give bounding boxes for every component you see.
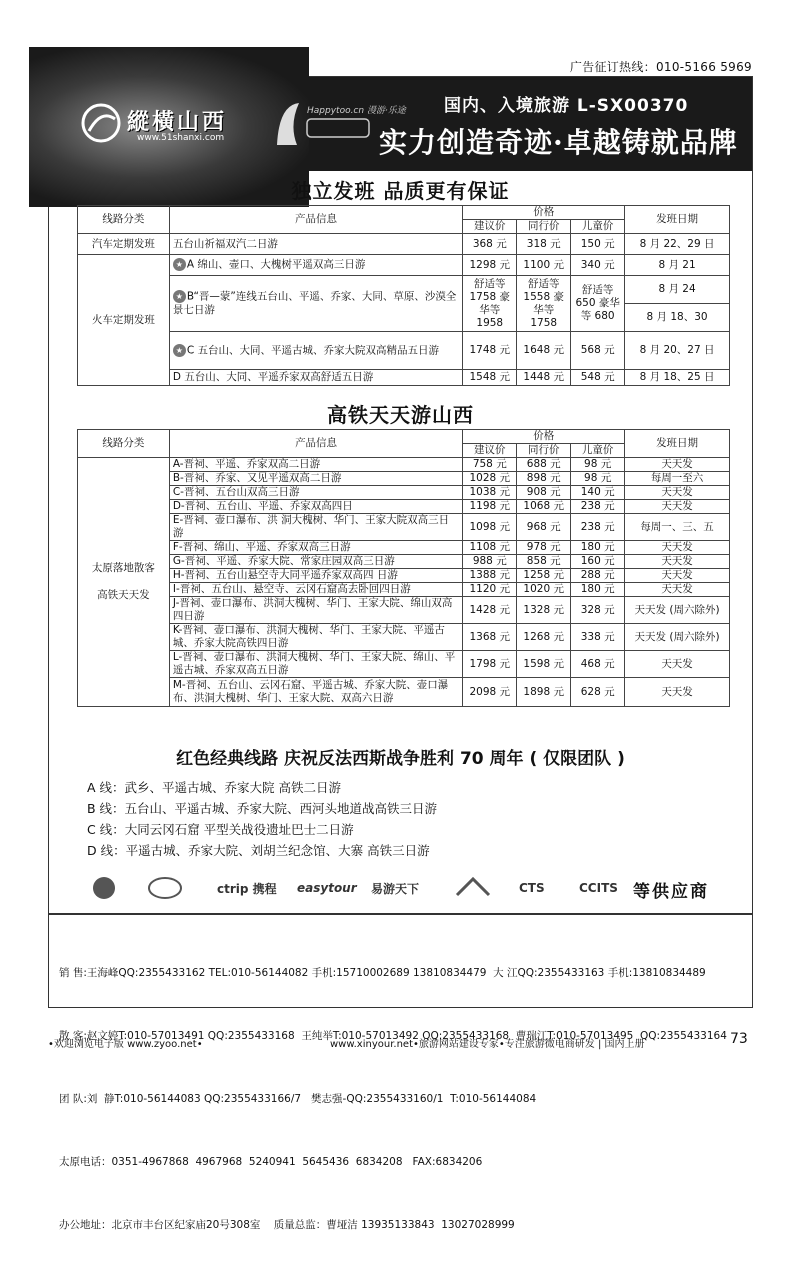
ad-hotline: 广告征订热线：010-5166 5969 [569, 60, 752, 74]
product-cell: J-晋祠、壶口瀑布、洪洞大槐树、华门、王家大院、绵山双高四日游 [169, 597, 462, 624]
page-number: 73 [730, 1031, 748, 1047]
table-row [78, 472, 730, 486]
category-cell: 火车定期发班 [78, 255, 170, 386]
peer-cell: 1598 元 [517, 651, 571, 678]
list-item: D 线：平遥古城、乔家大院、刘胡兰纪念馆、大寨 高铁三日游 [87, 843, 430, 858]
contact-line: 办公地址：北京市丰台区纪家庙20号308室 质量总监：曹垭洁 13935133843 13027028999 [59, 1219, 515, 1231]
date-cell: 天天发 [625, 486, 730, 500]
product-cell: I-晋祠、五台山、悬空寺、云冈石窟高去卧回四日游 [169, 583, 462, 597]
date-cell: 天天发 [625, 555, 730, 569]
footer-left: •欢迎浏览电子版 www.zyoo.net• [48, 1039, 203, 1050]
table-row: 8 月 18、30 [78, 304, 730, 332]
partner-logo-1-icon [89, 875, 119, 901]
brand-name: 縱橫山西 [127, 109, 228, 135]
contact-line: 销 售:王海峰QQ:2355433162 TEL:010-56144082 手机:15710002689 13810834479 大 江QQ:2355433163 手机:13810834489 [59, 967, 706, 979]
category-label: 高铁天天发 [97, 589, 150, 601]
col-child: 儿童价 [571, 220, 625, 234]
high-speed-rail-table: 线路分类 产品信息 价格 发班日期 建议价 同行价 儿童价 太原落地散客 高铁天天发 A-晋祠、平遥、乔家双高二日游 758 元 688 元 98 元 天天发 B-晋祠、乔家、又见平遥双高二日游 1028 元 898 元 98 元 每周一至六 C-晋祠、五台山双高三日游 1038 元 908 元 140 元 天天发 D-晋祠、五台山、平遥、乔家双高四日 1198 元 1068 元 238 元 天天发 E-晋祠、壶口瀑布、洪 洞大槐树、华门、王家大院双高三日游 1098 元 968 元 238 元 每周一、三、五 F-晋祠、绵山、平遥、乔家双高三日游 1108 元 978 元 180 元 天天发 G-晋祠、平遥、乔家大院、常家庄园双高三日游 988 元 858 元 160 元 天天发 H-晋祠、五台山悬空寺大同平遥乔家双高四 日游 1388 元 1258 元 288 元 天天发 I-晋祠、五台山、悬空寺、云冈石窟高去卧回四日游 1120 元 1020 元 180 元 天天发 J-晋祠、壶口瀑布、洪洞大槐树、华门、王家大院、绵山双高四日游 1428 元 1328 元 328 元 天天发 (周六除外) K-晋祠、壶口瀑布、洪洞大槐树、华门、王家大院、平遥古城、乔家大院高铁四日游 1368 元 1268 元 338 元 天天发 (周六除外) L-晋祠、壶口瀑布、洪洞大槐树、华门、王家大院、绵山、平遥古城、乔家双高五日游 1798 元 1598 元 468 元 天天发 M-晋祠、五台山、云冈石窟、平遥古城、乔家大院、壶口瀑布、洪洞大槐树、华门、王家大院、双高六日游 2098 元 1898 元 628 元 天天发 [77, 429, 730, 707]
product-cell: D-晋祠、五台山、平遥、乔家双高四日 [169, 500, 462, 514]
badge-icon: ★ [173, 290, 186, 303]
retail-cell: 1368 元 [463, 624, 517, 651]
red-route-title: 红色经典线路 庆祝反法西斯战争胜利 70 周年 ( 仅限团队 ) [176, 749, 625, 769]
date-cell: 天天发 [625, 541, 730, 555]
partner-logo-easytour: easytour [297, 881, 357, 895]
peer-cell: 1268 元 [517, 624, 571, 651]
date-cell: 天天发 [625, 583, 730, 597]
badge-icon: ★ [173, 258, 186, 271]
child-cell: 180 元 [571, 583, 625, 597]
product-cell: 五台山祈福双汽二日游 [169, 234, 462, 255]
child-cell: 180 元 [571, 541, 625, 555]
table-row [78, 678, 730, 707]
partner-logo-yiyou: 易游天下 [371, 881, 420, 896]
retail-cell: 1388 元 [463, 569, 517, 583]
date-cell: 天天发 [625, 678, 730, 707]
product-cell: G-晋祠、平遥、乔家大院、常家庄园双高三日游 [169, 555, 462, 569]
table-row: ★ C 五台山、大同、平遥古城、乔家大院双高精品五日游 1748 元 1648 元 568 元 8 月 20、27 日 [78, 332, 730, 370]
category-label: 太原落地散客 [91, 562, 155, 574]
child-cell: 98 元 [571, 458, 625, 472]
child-cell: 160 元 [571, 555, 625, 569]
date-cell: 天天发 [625, 458, 730, 472]
peer-cell: 1068 元 [517, 500, 571, 514]
retail-cell: 988 元 [463, 555, 517, 569]
retail-cell: 1198 元 [463, 500, 517, 514]
list-item: C 线：大同云冈石窟 平型关战役遗址巴士二日游 [87, 822, 354, 837]
table-row: ★ B“晋—蒙”连线五台山、平遥、乔家、大同、草原、沙漠全景七日游 舒适等 1758 豪华等 1958 舒适等 1558 豪华等 1758 舒适等 650 豪华等 680 8 月 24 [78, 276, 730, 304]
child-cell: 338 元 [571, 624, 625, 651]
product-cell: L-晋祠、壶口瀑布、洪洞大槐树、华门、王家大院、绵山、平遥古城、乔家双高五日游 [169, 651, 462, 678]
product-cell: B-晋祠、乔家、又见平遥双高二日游 [169, 472, 462, 486]
partner-logo-text: Happytoo.cn 漫游·乐途 [307, 106, 406, 116]
peer-cell: 1258 元 [517, 569, 571, 583]
partner-logo-4-icon [453, 875, 493, 901]
partner-logo-cts: CTS [519, 881, 545, 895]
partner-logo-2-icon [147, 875, 183, 901]
peer-cell: 1020 元 [517, 583, 571, 597]
badge-icon: ★ [173, 344, 186, 357]
retail-cell: 1798 元 [463, 651, 517, 678]
child-cell: 140 元 [571, 486, 625, 500]
table-row [78, 500, 730, 514]
date-cell: 天天发 [625, 500, 730, 514]
child-cell: 288 元 [571, 569, 625, 583]
peer-cell: 968 元 [517, 514, 571, 541]
peer-cell: 908 元 [517, 486, 571, 500]
header-banner [49, 77, 752, 171]
product-cell: F-晋祠、绵山、平遥、乔家双高三日游 [169, 541, 462, 555]
product-cell: M-晋祠、五台山、云冈石窟、平遥古城、乔家大院、壶口瀑布、洪洞大槐树、华门、王家大院、双高六日游 [169, 678, 462, 707]
peer-cell: 978 元 [517, 541, 571, 555]
peer-cell: 898 元 [517, 472, 571, 486]
list-item: A 线：武乡、平遥古城、乔家大院 高铁二日游 [87, 780, 341, 795]
contact-line: 散 客:赵文婷T:010-57013491 QQ:2355433168 王纯举T:010-57013492 QQ:2355433168 曹瑞江T:010-57013495 QQ:2355433164 [59, 1030, 727, 1042]
peer-cell: 688 元 [517, 458, 571, 472]
retail-cell: 1038 元 [463, 486, 517, 500]
red-route-list [87, 777, 437, 861]
section2-title: 高铁天天游山西 [327, 403, 474, 427]
peer-cell: 1898 元 [517, 678, 571, 707]
retail-cell: 1108 元 [463, 541, 517, 555]
table-row [78, 555, 730, 569]
contact-line: 太原电话：0351-4967868 4967968 5240941 5645436 6834208 FAX:6834206 [59, 1156, 483, 1168]
product-cell: C-晋祠、五台山双高三日游 [169, 486, 462, 500]
contact-line: 团 队:刘 静T:010-56144083 QQ:2355433166/7 樊志强-QQ:2355433160/1 T:010-56144084 [59, 1093, 537, 1105]
slogan: 实力创造奇迹·卓越铸就品牌 [379, 126, 738, 159]
child-cell: 468 元 [571, 651, 625, 678]
table-row [78, 514, 730, 541]
category-cell [78, 458, 170, 707]
date-cell: 每周一至六 [625, 472, 730, 486]
retail-cell: 758 元 [463, 458, 517, 472]
table-row [78, 651, 730, 678]
date-cell: 天天发 [625, 651, 730, 678]
table-row: 汽车定期发班 五台山祈福双汽二日游 368 元 318 元 150 元 8 月 22、29 日 [78, 234, 730, 255]
col-peer: 同行价 [517, 220, 571, 234]
table-row [78, 583, 730, 597]
date-cell: 每周一、三、五 [625, 514, 730, 541]
child-cell: 98 元 [571, 472, 625, 486]
peer-cell: 1328 元 [517, 597, 571, 624]
child-cell: 238 元 [571, 514, 625, 541]
table-row [78, 624, 730, 651]
date-cell: 天天发 (周六除外) [625, 624, 730, 651]
col-product: 产品信息 [169, 206, 462, 234]
retail-cell: 1098 元 [463, 514, 517, 541]
product-cell: A-晋祠、平遥、乔家双高二日游 [169, 458, 462, 472]
retail-cell: 1428 元 [463, 597, 517, 624]
product-cell: H-晋祠、五台山悬空寺大同平遥乔家双高四 日游 [169, 569, 462, 583]
retail-cell: 1028 元 [463, 472, 517, 486]
product-cell: E-晋祠、壶口瀑布、洪 洞大槐树、华门、王家大院双高三日游 [169, 514, 462, 541]
brand-logo-icon [79, 101, 123, 145]
col-date: 发班日期 [625, 206, 730, 234]
license-number: 国内、入境旅游 L-SX00370 [444, 96, 689, 116]
date-cell: 天天发 (周六除外) [625, 597, 730, 624]
peer-cell: 858 元 [517, 555, 571, 569]
partner-logo-icon [269, 95, 406, 151]
footer-right: www.xinyour.net•旅游网站建设专家•专注旅游微电商研发 | 国内上册 [330, 1039, 645, 1050]
table-row [78, 597, 730, 624]
brand-url: www.51shanxi.com [137, 133, 225, 143]
table-row [78, 569, 730, 583]
contact-info [59, 921, 727, 1278]
child-cell: 238 元 [571, 500, 625, 514]
retail-cell: 1120 元 [463, 583, 517, 597]
child-cell: 328 元 [571, 597, 625, 624]
table-row: D 五台山、大同、平遥乔家双高舒适五日游 1548 元 1448 元 548 元 8 月 18、25 日 [78, 370, 730, 386]
partner-logo-ccits: CCITS [579, 881, 618, 895]
table-row [78, 486, 730, 500]
partner-logo-ctrip: ctrip 携程 [217, 881, 277, 896]
section1-title: 独立发班 品质更有保证 [291, 179, 510, 203]
child-cell: 628 元 [571, 678, 625, 707]
date-cell: 天天发 [625, 569, 730, 583]
table-row [78, 458, 730, 472]
divider [49, 913, 752, 915]
col-retail: 建议价 [463, 220, 517, 234]
category-cell: 汽车定期发班 [78, 234, 170, 255]
fixed-departure-table [77, 205, 730, 386]
retail-cell: 2098 元 [463, 678, 517, 707]
col-category: 线路分类 [78, 206, 170, 234]
col-price: 价格 [463, 206, 625, 220]
product-cell: K-晋祠、壶口瀑布、洪洞大槐树、华门、王家大院、平遥古城、乔家大院高铁四日游 [169, 624, 462, 651]
table-row [78, 541, 730, 555]
supplier-label: 等供应商 [633, 882, 709, 902]
table-row: 火车定期发班 ★ A 绵山、壶口、大槐树平遥双高三日游 1298 元 1100 元 340 元 8 月 21 [78, 255, 730, 276]
list-item: B 线：五台山、平遥古城、乔家大院、西河头地道战高铁三日游 [87, 801, 438, 816]
